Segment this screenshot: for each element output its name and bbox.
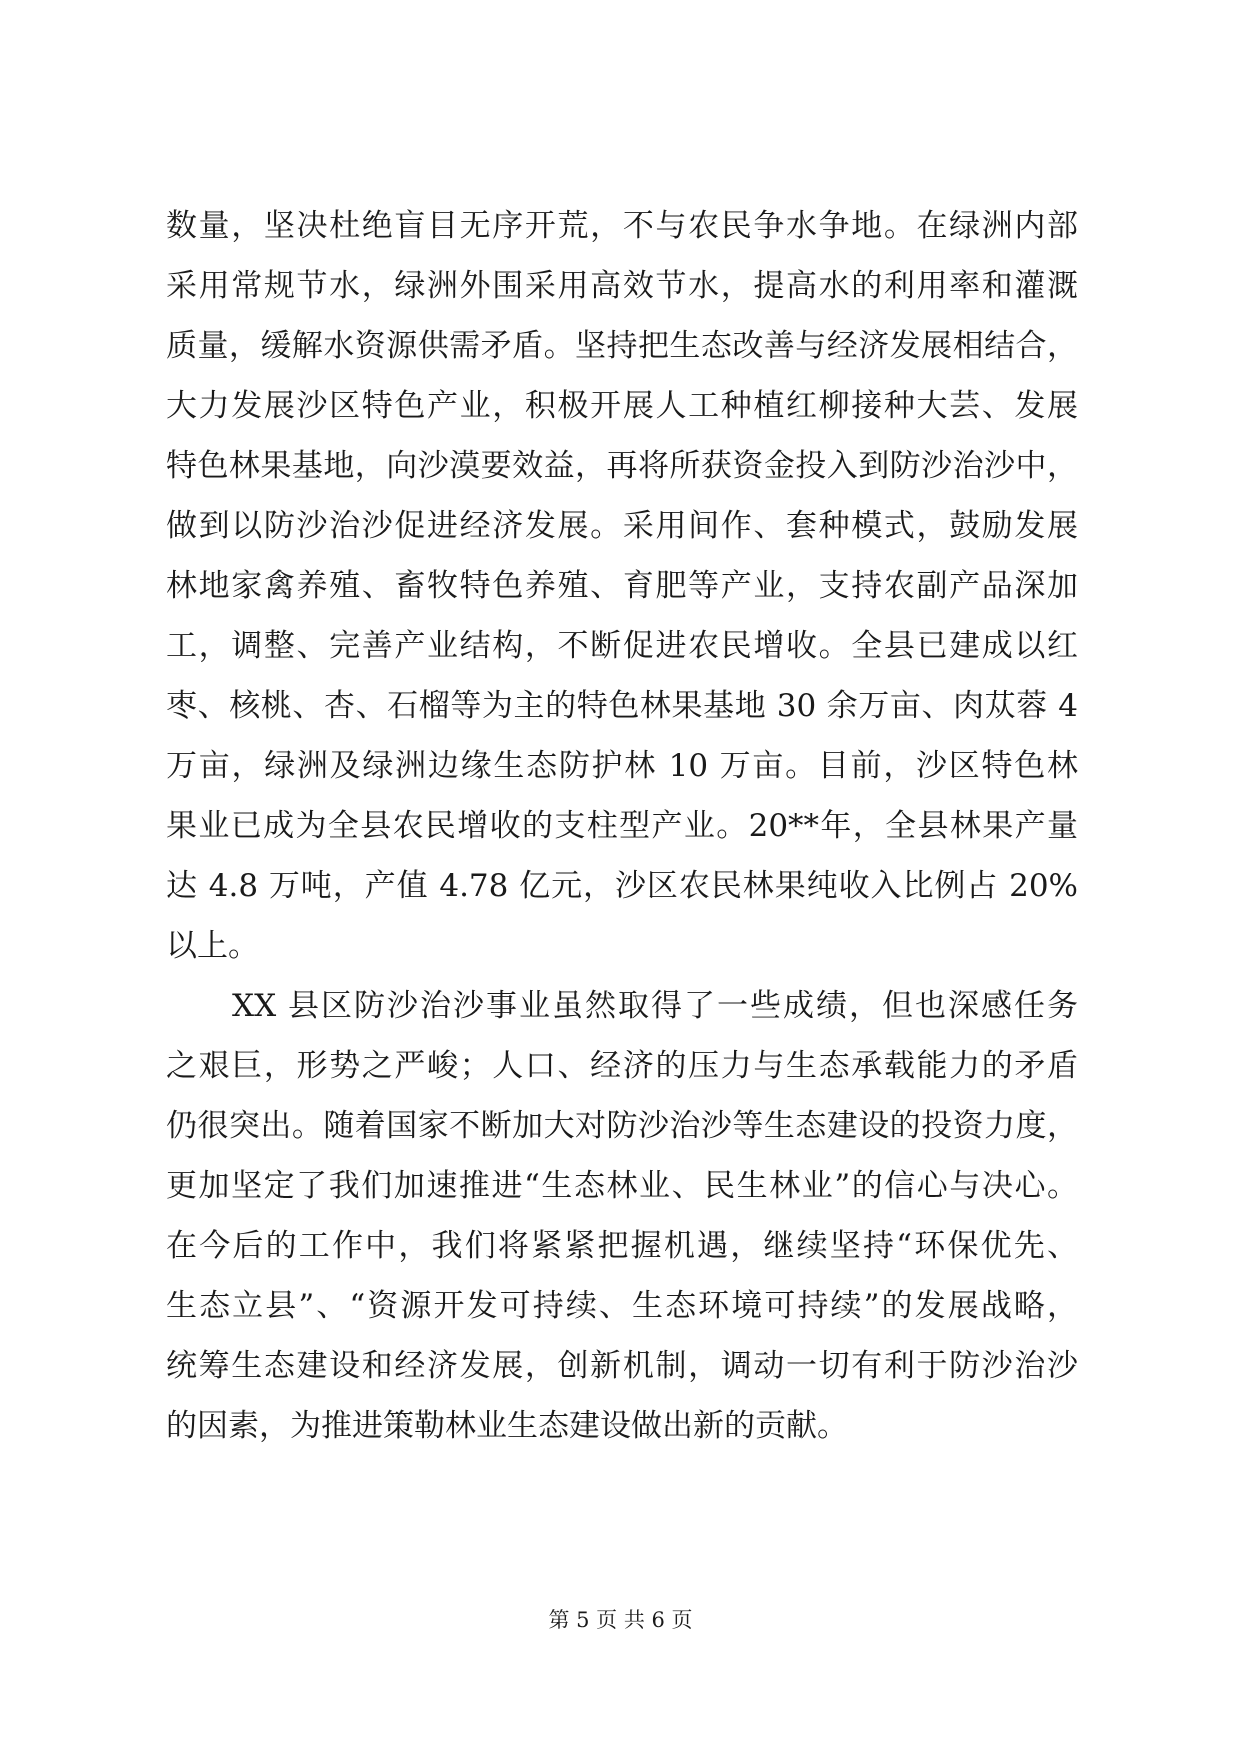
text-line: 特色林果基地，向沙漠要效益，再将所获资金投入到防沙治沙中， xyxy=(166,448,1078,484)
text-line: 的因素，为推进策勒林业生态建设做出新的贡献。 xyxy=(166,1408,848,1444)
text-line: 质量，缓解水资源供需矛盾。坚持把生态改善与经济发展相结合， xyxy=(166,328,1078,364)
text-line: 工，调整、完善产业结构，不断促进农民增收。全县已建成以红 xyxy=(166,628,1078,664)
text-line: 万亩，绿洲及绿洲边缘生态防护林 10 万亩。目前，沙区特色林 xyxy=(166,748,1078,784)
text-line: 更加坚定了我们加速推进“生态林业、民生林业”的信心与决心。 xyxy=(166,1168,1078,1204)
text-line: 达 4.8 万吨，产值 4.78 亿元，沙区农民林果纯收入比例占 20% xyxy=(166,868,1078,904)
text-line: 采用常规节水，绿洲外围采用高效节水，提高水的利用率和灌溉 xyxy=(166,268,1078,304)
text-line: 统筹生态建设和经济发展，创新机制，调动一切有利于防沙治沙 xyxy=(166,1348,1078,1384)
text-line: XX 县区防沙治沙事业虽然取得了一些成绩，但也深感任务 xyxy=(166,988,1078,1024)
page-number-footer: 第 5 页 共 6 页 xyxy=(548,1608,693,1632)
text-line: 大力发展沙区特色产业，积极开展人工种植红柳接种大芸、发展 xyxy=(166,388,1078,424)
text-line: 做到以防沙治沙促进经济发展。采用间作、套种模式，鼓励发展 xyxy=(166,508,1078,544)
text-line: 林地家禽养殖、畜牧特色养殖、育肥等产业，支持农副产品深加 xyxy=(166,568,1078,604)
text-line: 在今后的工作中，我们将紧紧把握机遇，继续坚持“环保优先、 xyxy=(166,1228,1078,1264)
text-line: 数量，坚决杜绝盲目无序开荒，不与农民争水争地。在绿洲内部 xyxy=(166,208,1078,244)
text-line: 以上。 xyxy=(166,928,259,964)
text-line: 枣、核桃、杏、石榴等为主的特色林果基地 30 余万亩、肉苁蓉 4 xyxy=(166,688,1078,724)
text-line: 仍很突出。随着国家不断加大对防沙治沙等生态建设的投资力度， xyxy=(166,1108,1078,1144)
text-line: 生态立县”、“资源开发可持续、生态环境可持续”的发展战略， xyxy=(166,1288,1078,1324)
text-line: 之艰巨，形势之严峻；人口、经济的压力与生态承载能力的矛盾 xyxy=(166,1048,1078,1084)
text-line: 果业已成为全县农民增收的支柱型产业。20**年，全县林果产量 xyxy=(166,808,1078,844)
